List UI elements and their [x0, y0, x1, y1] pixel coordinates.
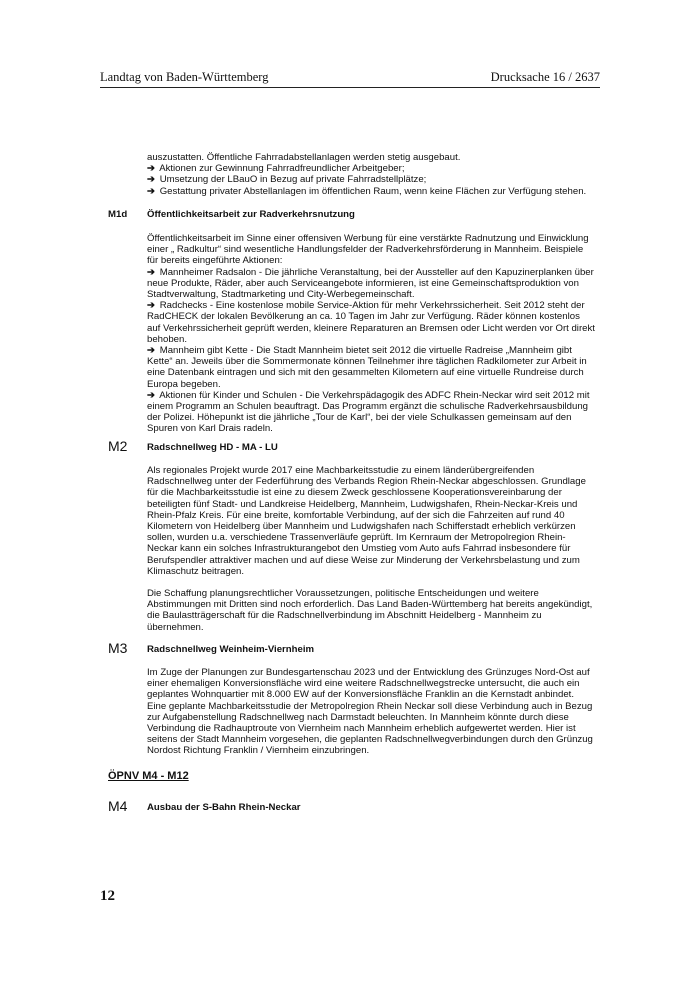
- list-item: ➔ Mannheim gibt Kette - Die Stadt Mannheim bietet seit 2012 die virtuelle Radreise „Mannheim gibt Kette“ an. Jeweils über die Sommermonate können Teilnehmer ihre täglichen Radkilometer zur Arbeit in eine Datenbank eintragen und sich mit den gesammelten Kilometern auf eine virtuelle Rundreise durch Europa begeben.: [147, 345, 587, 390]
- m2-paragraph-2: Die Schaffung planungsrechtlicher Voraussetzungen, politische Entscheidungen und weitere Abstimmungen mit Dritten sind noch erforderlich. Das Land Baden-Württemberg hat bereits angekündigt, die Baulastträgerschaft für die Radschnellverbindung im Abschnitt Heidelberg - Mannheim zu übernehmen.: [147, 588, 593, 633]
- intro-list: [147, 163, 595, 197]
- list-item: ➔ Gestattung privater Abstellanlagen im öffentlichen Raum, wenn keine Flächen zur Verfügung stehen.: [147, 185, 587, 197]
- header-right: Drucksache 16 / 2637: [490, 70, 600, 84]
- m3-title: Radschnellweg Weinheim-Viernheim: [147, 644, 315, 655]
- m4-title: Ausbau der S-Bahn Rhein-Neckar: [147, 802, 301, 813]
- intro-line: auszustatten. Öffentliche Fahrradabstellanlagen werden stetig ausgebaut.: [147, 152, 461, 163]
- list-item: ➔ Umsetzung der LBauO in Bezug auf private Fahrradstellplätze;: [147, 174, 427, 186]
- m1d-label: M1d: [108, 209, 128, 220]
- arrow-right-icon: ➔: [147, 185, 156, 197]
- m2-label: M2: [108, 438, 128, 454]
- list-item: ➔ Radchecks - Eine kostenlose mobile Service-Aktion für mehr Verkehrssicherheit. Seit 2012 steht der RadCHECK der lokalen Bevölkerung an ca. 10 Tagen im Jahr zur Verfügung. Räder können kostenlos auf Verkehrssicherheit geprüft werden, kleinere Reparaturen an Bremsen oder Licht werden vor Ort direkt behoben.: [147, 300, 595, 345]
- m2-title: Radschnellweg HD - MA - LU: [147, 442, 278, 453]
- m1d-list: [147, 267, 595, 435]
- m1d-intro: Öffentlichkeitsarbeit im Sinne einer offensiven Werbung für eine verstärkte Radnutzung und Einwicklung einer „ Radkultur“ sind wesentliche Handlungsfelder der Radverkehrsförderung in Mannheim. Beispiele für bereits eingeführte Aktionen:: [147, 233, 589, 267]
- intro-block: [147, 152, 595, 197]
- header-left: Landtag von Baden-Württemberg: [100, 70, 269, 84]
- page-header: [100, 70, 600, 88]
- list-item: ➔ Mannheimer Radsalon - Die jährliche Veranstaltung, bei der Aussteller auf den Kapuzinerplanken über neue Produkte, Räder, aber auch Serviceangebote informieren, ist eine Gemeinschaftsproduktion von Stadtverwaltung, Stadtmarketing und City-Werbegemeinschaft.: [147, 266, 594, 301]
- m1d-body: [147, 233, 595, 435]
- arrow-right-icon: ➔: [147, 389, 156, 401]
- arrow-right-icon: ➔: [147, 266, 156, 278]
- m3-body: [147, 667, 595, 757]
- list-item: ➔ Aktionen zur Gewinnung Fahrradfreundlicher Arbeitgeber;: [147, 163, 405, 175]
- list-item: ➔ Aktionen für Kinder und Schulen - Die Verkehrspädagogik des ADFC Rhein-Neckar wird seit 2012 mit einem Programm an Schulen beauftragt. Das Programm ergänzt die schulische Radverkehrsausbildung der Polizei. Höhepunkt ist die jährliche „Tour de Karl“, bei der viele Schulkassen gemeinsam auf den Spuren von Karl Drais radeln.: [147, 389, 590, 435]
- m3-paragraph-1: Im Zuge der Planungen zur Bundesgartenschau 2023 und der Entwicklung des Grünzuges Nord-Ost auf einer ehemaligen Konversionsfläche wird eine weitere Radschnellwegstrecke untersucht, die auch ein geplantes Wohnquartier mit 8.000 EW auf der Konversionsfläche Franklin an die Kernstadt anbindet. Eine geplante Machbarkeitsstudie der Metropolregion Rhein Neckar soll diese Verbindung auch in Bezug zur Aufgabenstellung Radschnellweg nach Darmstadt beleuchten. In Mannheim könnte durch diese Verbindung die Radhauptroute von Viernheim nach Mannheim erheblich aufgewertet werden. Hier ist seitens der Stadt Mannheim vorgesehen, die geplanten Radschnellwegverbindungen durch den Grünzug Nordost Richtung Franklin / Viernheim einzubringen.: [147, 667, 593, 757]
- arrow-right-icon: ➔: [147, 300, 156, 312]
- arrow-right-icon: ➔: [147, 163, 156, 175]
- m4-label: M4: [108, 798, 128, 814]
- oepnv-heading: ÖPNV M4 - M12: [108, 770, 189, 782]
- page-number: 12: [100, 888, 115, 904]
- arrow-right-icon: ➔: [147, 174, 156, 186]
- m2-body: [147, 465, 595, 633]
- m1d-title: Öffentlichkeitsarbeit zur Radverkehrsnutzung: [147, 209, 355, 220]
- m3-label: M3: [108, 640, 128, 656]
- arrow-right-icon: ➔: [147, 345, 156, 357]
- m2-paragraph-1: Als regionales Projekt wurde 2017 eine Machbarkeitsstudie zu einem länderübergreifenden Radschnellweg unter der Federführung des Verbands Region Rhein-Neckar abgeschlossen. Grundlage für die Machbarkeitsstudie ist eine zu diesem Zweck geschlossene Kooperationsvereinbarung der beteiligten fünf Stadt- und Landkreise Heidelberg, Mannheim, Ludwigshafen, Rhein-Neckar-Kreis und Rhein-Pfalz Kreis. Für eine breite, komfortable Verbindung, auf der sich die Fahrzeiten auf rund 40 Kilometern von Heidelberg über Mannheim und Ludwigshafen nach Schifferstadt erheblich verkürzen sollen, wurden u.a. verschiedene Trassenverläufe geprüft. Im Kernraum der Metropolregion Rhein-Neckar kann ein solches Infrastrukturangebot den Umstieg vom Auto aufs Fahrrad insbesondere für Berufspendler attraktiver machen und auf diese Weise zur Minderung der Verkehrsbelastung und zum Klimaschutz beitragen.: [147, 465, 586, 577]
